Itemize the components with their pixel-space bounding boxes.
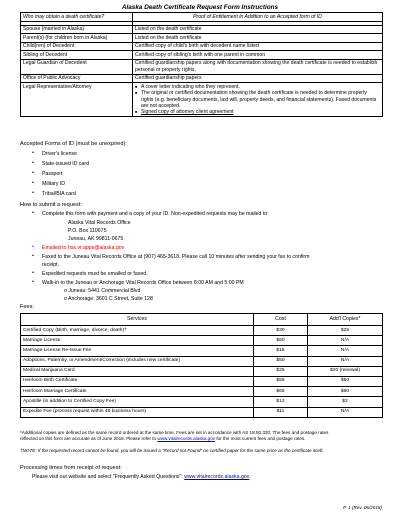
cost-cell: $11 xyxy=(254,407,308,417)
mail-line: Complete this form with payment and a copy of your ID. Non-expedited requests may be mailed to: xyxy=(42,211,269,217)
table-row xyxy=(21,34,383,43)
address-line: Alaska Vital Records Office xyxy=(68,220,131,226)
col-addl: Add'l Copies* xyxy=(308,314,383,326)
note-text: for the most current fees and postage rates. xyxy=(215,435,306,441)
cost-cell: $12 xyxy=(254,397,308,407)
legal-rep-list xyxy=(135,84,380,116)
cost-cell: $25 xyxy=(254,366,308,376)
bullet-icon: • xyxy=(32,253,34,259)
addl-cell: $50 xyxy=(308,376,383,386)
table-row xyxy=(21,42,383,51)
cost-cell: $60 xyxy=(254,336,308,346)
vital-records-link[interactable]: www.vitalrecords.alaska.gov xyxy=(157,435,216,441)
col-cost: Cost xyxy=(254,314,308,326)
table-row xyxy=(21,83,383,117)
page-title: Alaska Death Certificate Request Form Instructions xyxy=(121,4,279,11)
proof-cell: Certified guardianship papers along with documentation showing the death certificate is needed to establish personal or property rights. xyxy=(133,59,383,74)
eligibility-table xyxy=(20,12,383,117)
walkin-juneau: o Juneau: 5441 Commercial Blvd xyxy=(64,288,141,294)
addl-cell: $2 xyxy=(308,397,383,407)
proof-cell: Certified guardianship papers xyxy=(133,74,383,83)
addl-cell: N/A xyxy=(308,356,383,366)
cost-cell: $65 xyxy=(254,387,308,397)
list-item: ■ The original or certified documentation showing the death certificate is needed to determine property rights (e.g. beneficiary documents, last will, property deeds, and financial statements). Faxed documents are not accepted. xyxy=(135,90,380,109)
bullet-icon: • xyxy=(32,270,34,276)
bullet-icon: • xyxy=(32,180,34,186)
record-not-found-note: †NOTE: If the requested record cannot be found, you will be issued a "Record not Found" on certified paper for the same price as the certificate itself. xyxy=(20,448,324,453)
id-item: Driver's license xyxy=(42,151,78,157)
service-cell: Adoptions, Paternity, or Amendment/Correction (includes new certificate) xyxy=(21,356,254,366)
service-cell: Marriage License Re-Issue Fee xyxy=(21,346,254,356)
note-line xyxy=(20,436,383,442)
table-row xyxy=(21,74,383,83)
cost-cell: $15 xyxy=(254,346,308,356)
service-cell: Medical Marijuana Card xyxy=(21,366,254,376)
table-row xyxy=(21,366,383,376)
expedited-line: Expedited requests must be emailed or faxed. xyxy=(42,271,148,277)
who-cell: Sibling of Decedent xyxy=(21,51,133,60)
proof-cell: Certified copy of child's birth with decedent name listed xyxy=(133,42,383,51)
list-item: ■ A cover letter indicating who they represent. xyxy=(135,84,380,90)
proof-cell: Listed on the death certificate xyxy=(133,34,383,43)
table-row xyxy=(21,51,383,60)
fees-header-row xyxy=(21,314,383,326)
proof-cell: Certified copy of sibling's birth with one parent in common xyxy=(133,51,383,60)
walkin-anchorage: o Anchorage: 3601 C Street, Suite 128 xyxy=(64,296,153,302)
id-item: Passport xyxy=(42,171,63,177)
who-cell: Legal Representative/Attorney xyxy=(21,83,133,117)
bullet-icon: • xyxy=(32,190,34,196)
email-line[interactable]: Emailed to hss.vr.apps@alaska.gov xyxy=(42,245,125,251)
id-item: Tribal/BIA card xyxy=(42,191,76,197)
table-row xyxy=(21,397,383,407)
eligibility-header-row xyxy=(21,13,383,22)
col-services: Services xyxy=(21,314,254,326)
id-item: Military ID xyxy=(42,181,66,187)
bullet-icon: • xyxy=(32,160,34,166)
table-row xyxy=(21,346,383,356)
who-cell: Legal Guardian of Decedent xyxy=(21,59,133,74)
table-row xyxy=(21,387,383,397)
service-cell: Heirloom Marriage Certificate xyxy=(21,387,254,397)
note-text: reflected on this form are accurate as of June 2018. Please refer to xyxy=(20,435,158,441)
address-line: P.O. Box 110675 xyxy=(68,228,107,234)
cost-cell: $55 xyxy=(254,376,308,386)
table-row xyxy=(21,326,383,336)
note-line: *Additional copies are defined as the same record ordered at the same time. Fees are set in accordance with AS 18.50.330. The fees and postage rates xyxy=(20,430,329,435)
who-cell: Spouse (married in Alaska) xyxy=(21,25,133,34)
walkin-line: Walk-in to the Juneau or Anchorage Vital Records Office between 8:00 AM and 5:00 PM xyxy=(42,280,244,286)
id-item: State-issued ID card xyxy=(42,161,89,167)
processing-heading: Processing times from receipt of request: xyxy=(20,465,122,471)
fax-line: Faxed to the Juneau Vital Records Office at (907) 465-3618. Please call 10 minutes after sending your fax to confirm xyxy=(42,254,310,260)
service-cell: Apostille (in addition to Certified Copy Fee) xyxy=(21,397,254,407)
bullet-icon: • xyxy=(32,210,34,216)
addl-cell: N/A xyxy=(308,336,383,346)
addl-cell: $25 xyxy=(308,326,383,336)
address-line: Juneau, AK 99811-0675 xyxy=(68,236,124,242)
service-cell: Certified Copy (Birth, marriage, divorce, death)† xyxy=(21,326,254,336)
fees-heading: Fees: xyxy=(20,304,34,310)
proof-cell xyxy=(133,83,383,117)
service-cell: Expedite Fee (process request within 48 business hours) xyxy=(21,407,254,417)
table-row xyxy=(21,59,383,74)
table-row xyxy=(21,25,383,34)
addl-cell: N/A xyxy=(308,346,383,356)
who-cell: Office of Public Advocacy xyxy=(21,74,133,83)
cost-cell: $30 xyxy=(254,326,308,336)
list-item: ■ Signed copy of attorney client agreement xyxy=(135,109,380,115)
who-cell: Parent(s) (for children born in Alaska) xyxy=(21,34,133,43)
table-row xyxy=(21,356,383,366)
fees-table xyxy=(20,313,383,418)
header-proof: Proof of Entitlement in Addition to an Accepted form of ID xyxy=(133,13,383,22)
additional-copies-note xyxy=(20,430,383,442)
page-footer: P. 1 (Rev. 06/2018) xyxy=(343,505,382,510)
bullet-icon: • xyxy=(32,170,34,176)
table-row xyxy=(21,407,383,417)
fax-line-continued: receipt. xyxy=(42,262,60,268)
bullet-icon: • xyxy=(32,150,34,156)
addl-cell: N/A xyxy=(308,407,383,417)
who-cell: Child(ren) of Decedent xyxy=(21,42,133,51)
header-who: Who may obtain a death certificate? xyxy=(21,13,133,22)
proof-cell: Listed on the death certificate xyxy=(133,25,383,34)
processing-line xyxy=(32,474,249,481)
bullet-icon: • xyxy=(32,279,34,285)
id-heading: Accepted Forms of ID (must be unexpired): xyxy=(20,141,127,147)
table-row xyxy=(21,376,383,386)
bullet-icon: • xyxy=(32,244,34,250)
addl-cell: $60 xyxy=(308,387,383,397)
processing-text: Please visit our website and select "Frequently Asked Questions": xyxy=(32,474,185,480)
addl-cell: $20 (renewal) xyxy=(308,366,383,376)
service-cell: Heirloom Birth Certificate xyxy=(21,376,254,386)
table-row xyxy=(21,336,383,346)
faq-link[interactable]: www.vitalrecords.alaska.gov xyxy=(184,474,250,480)
cost-cell: $50 xyxy=(254,356,308,366)
submit-heading: How to submit a request: xyxy=(20,202,82,208)
service-cell: Marriage License xyxy=(21,336,254,346)
